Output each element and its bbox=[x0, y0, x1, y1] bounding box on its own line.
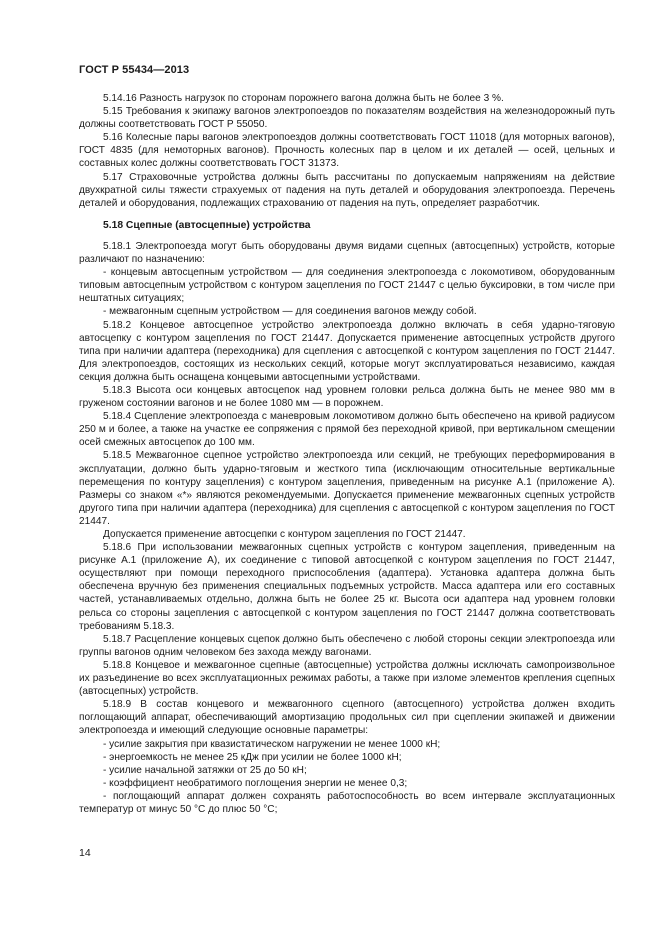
list-item-end-coupler: - концевым автосцепным устройством — для соединения электропоезда с локомотивом, оборудованным типовым автосцепным устройством с контуром зацепления по ГОСТ 21447 с целью буксировки, в том числе при нештатных ситуациях; bbox=[79, 267, 615, 305]
page-header-standard-id: ГОСТ Р 55434—2013 bbox=[79, 64, 190, 76]
list-item-intercar-coupler: - межвагонным сцепным устройством — для соединения вагонов между собой. bbox=[103, 306, 477, 318]
paragraph-5-18-7: 5.18.7 Расцепление концевых сцепок должно быть обеспечено с любой стороны секции электропоезда или группы вагонов одним человеком без захода между вагонами. bbox=[79, 633, 615, 658]
section-title-5-18: 5.18 Сцепные (автосцепные) устройства bbox=[103, 219, 311, 231]
list-item-initial-tightening: - усилие начальной затяжки от 25 до 50 кН; bbox=[103, 764, 307, 776]
paragraph-5-18-8: 5.18.8 Концевое и межвагонное сцепные (автосцепные) устройства должны исключать самопроизвольное их разъединение во всех эксплуатационных режимах работы, а также при изломе элементов крепления сцепных (автосцепных) устройств. bbox=[79, 659, 615, 698]
paragraph-5-18-6: 5.18.6 При использовании межвагонных сцепных устройств с контуром зацепления, приведенным на рисунке А.1 (приложение А), их соединение с типовой автосцепкой с контуром зацепления по ГОСТ 21447, осуществляют при помощи переходного приспособления (адаптера). Установка адаптера должна быть обеспечена вручную без применения специальных подъемных устройств. Масса адаптера или его составных частей, устанавливаемых отдельно, должна быть не более 25 кг. Высота оси адаптера над уровнем головки рельса со стороны зацепления с автосцепкой с контуром зацепления по ГОСТ 21447 должна соответствовать требованиям 5.18.3. bbox=[79, 542, 615, 632]
paragraph-5-15: 5.15 Требования к экипажу вагонов электропоездов по показателям воздействия на железнодорожный путь должны соответствовать ГОСТ Р 55050. bbox=[79, 106, 615, 131]
paragraph-5-18-9: 5.18.9 В состав концевого и межвагонного сцепного (автосцепного) устройства должен входить поглощающий аппарат, обеспечивающий амортизацию продольных сил при сцеплении экипажей и движении электропоезда и имеющий следующие основные параметры: bbox=[79, 699, 615, 737]
list-item-temperature-range: - поглощающий аппарат должен сохранять работоспособность во всем интервале эксплуатационных температур от минус 50 °С до плюс 50 °С; bbox=[79, 790, 615, 815]
page-body bbox=[79, 92, 615, 816]
list-item-energy-capacity: - энергоемкость не менее 25 кДж при усилии не более 1000 кН; bbox=[103, 751, 402, 763]
paragraph-5-16: 5.16 Колесные пары вагонов электропоездов должны соответствовать ГОСТ 11018 (для моторных вагонов), ГОСТ 4835 (для немоторных вагонов). Прочность колесных пар в целом и их деталей — осей, цельных и составных колес должны соответствовать ГОСТ 31373. bbox=[79, 132, 615, 170]
list-item-absorption-coefficient: - коэффициент необратимого поглощения энергии не менее 0,3; bbox=[103, 777, 408, 789]
paragraph-5-18-5-allowance: Допускается применение автосцепки с контуром зацепления по ГОСТ 21447. bbox=[103, 529, 466, 540]
paragraph-5-17: 5.17 Страховочные устройства должны быть рассчитаны по допускаемым напряжениям на действие двухкратной силы тяжести страхуемых от падения на путь деталей и оборудования электропоезда. Перечень деталей и оборудования, подлежащих страхованию от падения на путь, определяет разработчик. bbox=[79, 171, 615, 209]
paragraph-5-18-3: 5.18.3 Высота оси концевых автосцепок над уровнем головки рельса должна быть не менее 980 мм в груженом состоянии вагонов и не более 1080 мм — в порожнем. bbox=[79, 384, 615, 410]
paragraph-5-18-5: 5.18.5 Межвагонное сцепное устройство электропоезда или секций, не требующих переформирования в эксплуатации, должно быть ударно-тяговым и жесткого типа (исключающим относительные вертикальные перемещения по контуру зацепления) с контуром зацепления, приведенным на рисунке А.1 (приложение А). Размеры со знаком «*» являются рекомендуемыми. Допускается применение межвагонных сцепных устройств другого типа при наличии адаптера (переходника) для сцепления с автосцепкой с контуром зацепления по ГОСТ 21447. bbox=[79, 450, 615, 527]
paragraph-5-18-4: 5.18.4 Сцепление электропоезда с маневровым локомотивом должно быть обеспечено на кривой радиусом 250 м и более, а также на участке ее сопряжения с прямой без переходной кривой, при вертикальном смещении осей смежных автосцепок до 100 мм. bbox=[79, 411, 615, 449]
paragraph-5-14-16: 5.14.16 Разность нагрузок по сторонам порожнего вагона должна быть не более 3 %. bbox=[103, 93, 504, 104]
paragraph-5-18-2: 5.18.2 Концевое автосцепное устройство электропоезда должно включать в себя ударно-тяговую автосцепку с контуром зацепления по ГОСТ 21447. Допускается применение автосцепных устройств другого типа при наличии адаптера (переходника) для сцепления с автосцепкой с контуром зацепления по ГОСТ 21447. Для электропоездов, состоящих из нескольких секций, которые могут эксплуатироваться независимо, каждая секция должна быть оснащена концевыми автосцепными устройствами. bbox=[79, 319, 615, 383]
list-item-closing-force: - усилие закрытия при квазистатическом нагружении не менее 1000 кН; bbox=[103, 738, 441, 750]
paragraph-5-18-1: 5.18.1 Электропоезда могут быть оборудованы двумя видами сцепных (автосцепных) устройств, которые различают по назначению: bbox=[79, 240, 615, 266]
page-number: 14 bbox=[79, 847, 91, 859]
